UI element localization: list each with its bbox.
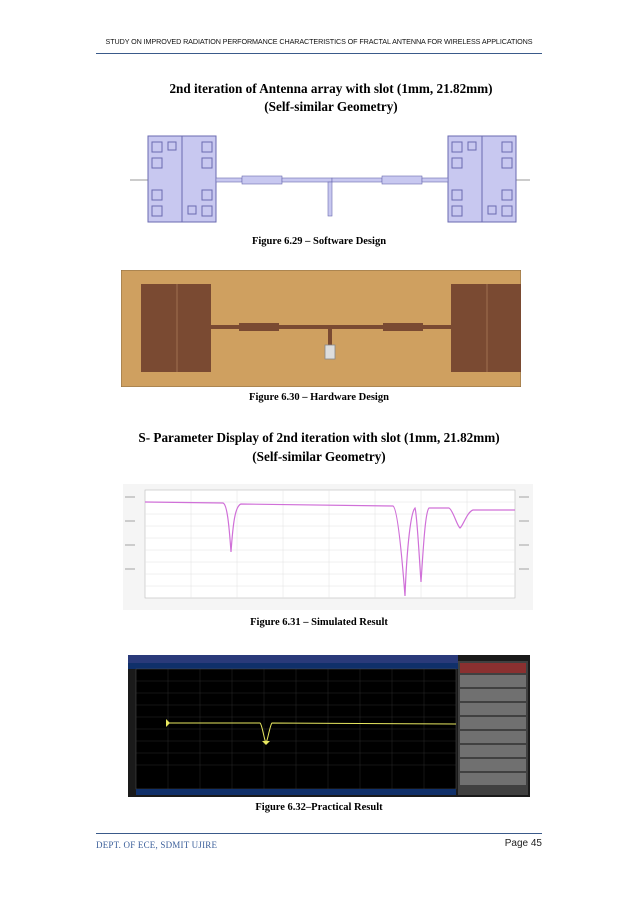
footer-department: DEPT. OF ECE, SDMIT UJIRE bbox=[96, 840, 218, 850]
software-design-figure bbox=[130, 128, 530, 228]
footer-page-number: Page 45 bbox=[504, 838, 542, 849]
feed-network bbox=[216, 176, 448, 216]
running-header: STUDY ON IMPROVED RADIATION PERFORMANCE CHARACTERISTICS OF FRACTAL ANTENNA FOR WIRELESS APPLICATIONS bbox=[105, 37, 533, 46]
figure-6-29-caption: Figure 6.29 – Software Design bbox=[251, 236, 387, 247]
section2-heading-line1: S- Parameter Display of 2nd iteration with slot (1mm, 21.82mm) bbox=[138, 430, 500, 445]
left-patch bbox=[148, 136, 216, 222]
hardware-design-photo bbox=[121, 270, 521, 387]
section-heading-line1: 2nd iteration of Antenna array with slot (1mm, 21.82mm) bbox=[169, 81, 493, 96]
right-patch bbox=[448, 136, 516, 222]
practical-result-screen bbox=[128, 655, 530, 797]
header-rule bbox=[96, 53, 542, 54]
section-heading-line2: (Self-similar Geometry) bbox=[264, 99, 398, 114]
section2-heading-line2: (Self-similar Geometry) bbox=[252, 449, 386, 464]
figure-6-30-caption: Figure 6.30 – Hardware Design bbox=[249, 392, 389, 403]
figure-6-32-caption: Figure 6.32–Practical Result bbox=[255, 802, 383, 813]
simulated-result-plot bbox=[123, 484, 533, 610]
figure-6-31-caption: Figure 6.31 – Simulated Result bbox=[250, 617, 388, 628]
footer-rule bbox=[96, 833, 542, 834]
